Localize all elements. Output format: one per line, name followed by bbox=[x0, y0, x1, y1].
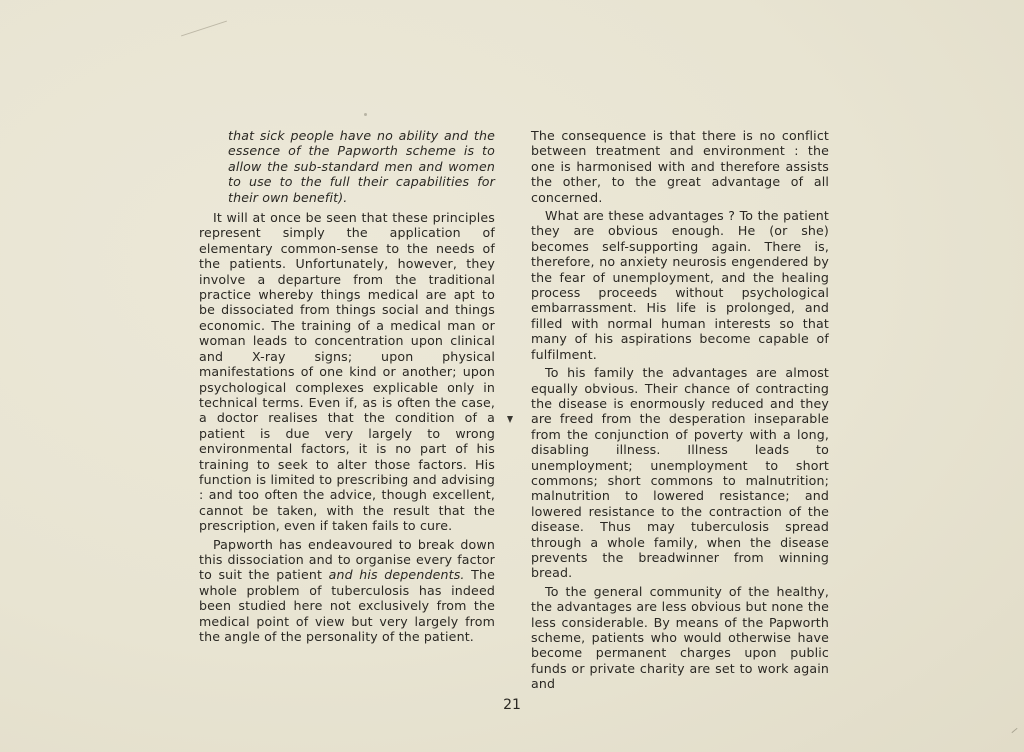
page-number: 21 bbox=[503, 697, 521, 713]
page-scratch-mark bbox=[181, 21, 227, 37]
paragraph-text: Papworth has endeavoured to break down this dissociation and to organise every factor to suit the patient bbox=[199, 536, 495, 583]
paragraph-consequence: The consequence is that there is no conflict between treatment and environment : the one is harmonised with and therefore assists the other, to the great advantage of all concerned. bbox=[531, 128, 829, 205]
italic-quote: that sick people have no ability and the essence of the Papworth scheme is to allow the sub-standard men and women to use to the full their capabilities for their own benefit). bbox=[228, 128, 495, 205]
margin-arrow-mark bbox=[507, 416, 513, 423]
right-text-column bbox=[531, 128, 829, 695]
emphasis-text: and his dependents. bbox=[328, 567, 465, 583]
paragraph-community-advantages: To the general community of the healthy, the advantages are less obvious but none the less considerable. By means of the Papworth scheme, patients who would otherwise have become permanent charges upon public funds or private charity are set to work again and bbox=[531, 583, 829, 692]
paragraph-patient-advantages: What are these advantages ? To the patient they are obvious enough. He (or she) becomes self-supporting again. There is, therefore, no anxiety neurosis engendered by the fear of unemployment, and the healing process proceeds without psychological embarrassment. His life is prolonged, and filled with normal human interests so that many of his aspirations become capable of fulfilment. bbox=[531, 208, 829, 362]
corner-mark bbox=[1011, 728, 1017, 733]
paragraph-text: The whole problem of tuberculosis has indeed been studied here not exclusively from the medical point of view but very largely from the angle of the personality of the patient. bbox=[199, 567, 495, 644]
page-dot-mark bbox=[364, 113, 367, 116]
left-text-column bbox=[199, 128, 495, 647]
paragraph-principles: It will at once be seen that these principles represent simply the application of elementary common-sense to the needs of the patients. Unfortunately, however, they involve a departure from the traditional practice whereby things medical are apt to be dissociated from things social and things economic. The training of a medical man or woman leads to concentration upon clinical and X-ray signs; upon physical manifestations of one kind or another; upon psychological complexes explicable only in technical terms. Even if, as is often the case, a doctor realises that the condition of a patient is due very largely to wrong environmental factors, it is no part of his training to seek to alter those factors. His function is limited to prescribing and advising : and too often the advice, though excellent, cannot be taken, with the result that the prescription, even if taken fails to cure. bbox=[199, 210, 495, 534]
paragraph-papworth-dissociation bbox=[199, 537, 495, 645]
paragraph-family-advantages: To his family the advantages are almost equally obvious. Their chance of contracting the disease is enormously reduced and they are freed from the desperation inseparable from the conjunction of poverty with a long, disabling illness. Illness leads to unemployment; unemployment to short commons; short commons to malnutrition; malnutrition to lowered resistance; and lowered resistance to the contraction of the disease. Thus may tuberculosis spread through a whole family, when the disease prevents the breadwinner from winning bread. bbox=[531, 365, 829, 581]
